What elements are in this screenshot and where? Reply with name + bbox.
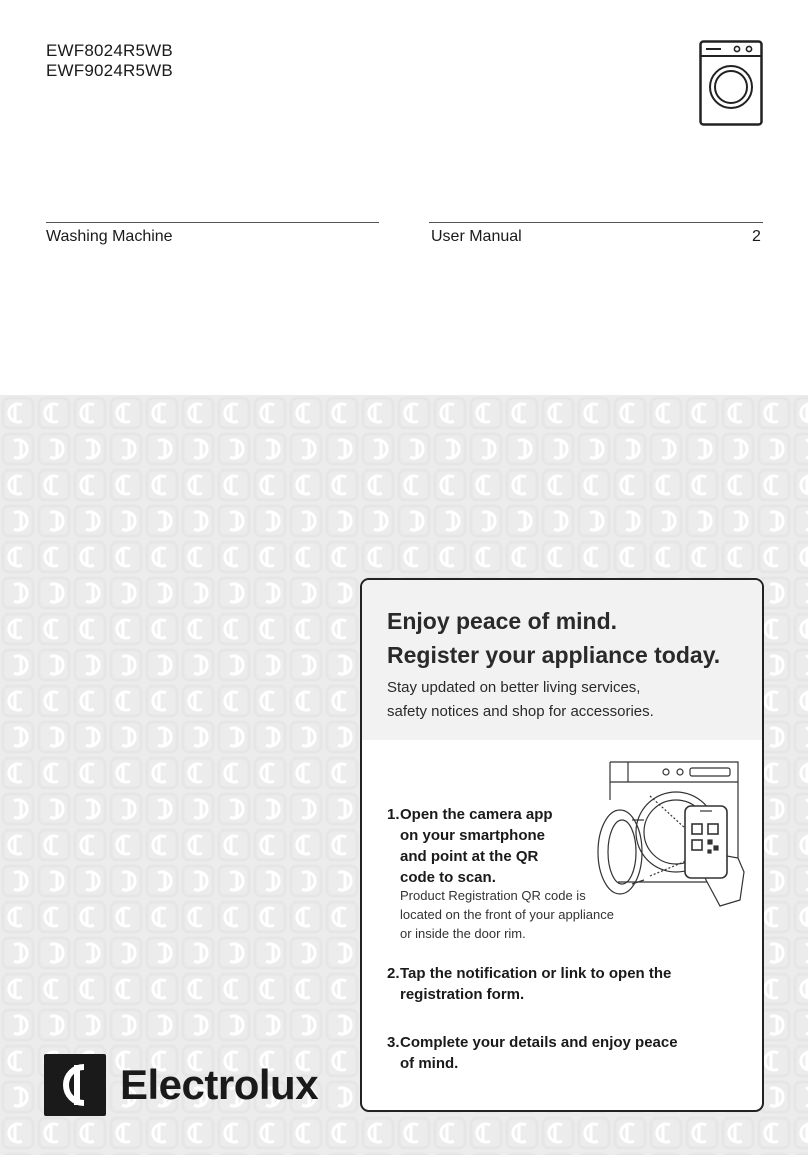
step-2-text — [400, 963, 671, 1005]
step-1-line: Open the camera app — [400, 806, 553, 823]
model-number-1: EWF8024R5WB — [46, 41, 173, 60]
product-type: Washing Machine — [46, 228, 173, 245]
electrolux-logo-icon — [44, 1054, 106, 1116]
headline-line-2: Register your appliance today. — [387, 642, 721, 668]
subtext-line-1: Stay updated on better living services, — [387, 679, 641, 696]
registration-headline — [387, 604, 720, 672]
step-1-note-line: Product Registration QR code is — [400, 888, 586, 903]
page-number: 2 — [752, 228, 761, 245]
step-3-text — [400, 1032, 678, 1074]
model-number-2: EWF9024R5WB — [46, 61, 173, 80]
step-1-number: 1. — [387, 806, 400, 823]
step-2-line: Tap the notification or link to open the — [400, 965, 672, 982]
registration-card — [360, 578, 764, 1112]
step-1-note-line: or inside the door rim. — [400, 926, 526, 941]
step-1-line: code to scan. — [400, 869, 496, 886]
step-2-number: 2. — [387, 965, 400, 982]
step-1-line: on your smartphone — [400, 827, 546, 844]
subtext-line-2: safety notices and shop for accessories. — [387, 703, 654, 720]
header-rule-right — [429, 222, 763, 223]
registration-subtext — [387, 676, 654, 724]
headline-line-1: Enjoy peace of mind. — [387, 608, 618, 634]
step-3-line: Complete your details and enjoy peace — [400, 1034, 678, 1051]
step-1-note — [400, 886, 614, 943]
step-1-note-line: located on the front of your appliance — [400, 907, 614, 922]
step-1-text — [400, 804, 553, 888]
model-numbers — [46, 41, 173, 81]
washing-machine-icon — [699, 40, 763, 126]
step-1-line: and point at the QR — [400, 848, 539, 865]
step-3-line: of mind. — [400, 1055, 459, 1072]
step-2-line: registration form. — [400, 986, 525, 1003]
brand-name: Electrolux — [120, 1061, 319, 1108]
document-type: User Manual — [431, 228, 522, 245]
step-3-number: 3. — [387, 1034, 400, 1051]
washer-phone-qr-illustration — [588, 760, 748, 910]
header-rule-left — [46, 222, 379, 223]
